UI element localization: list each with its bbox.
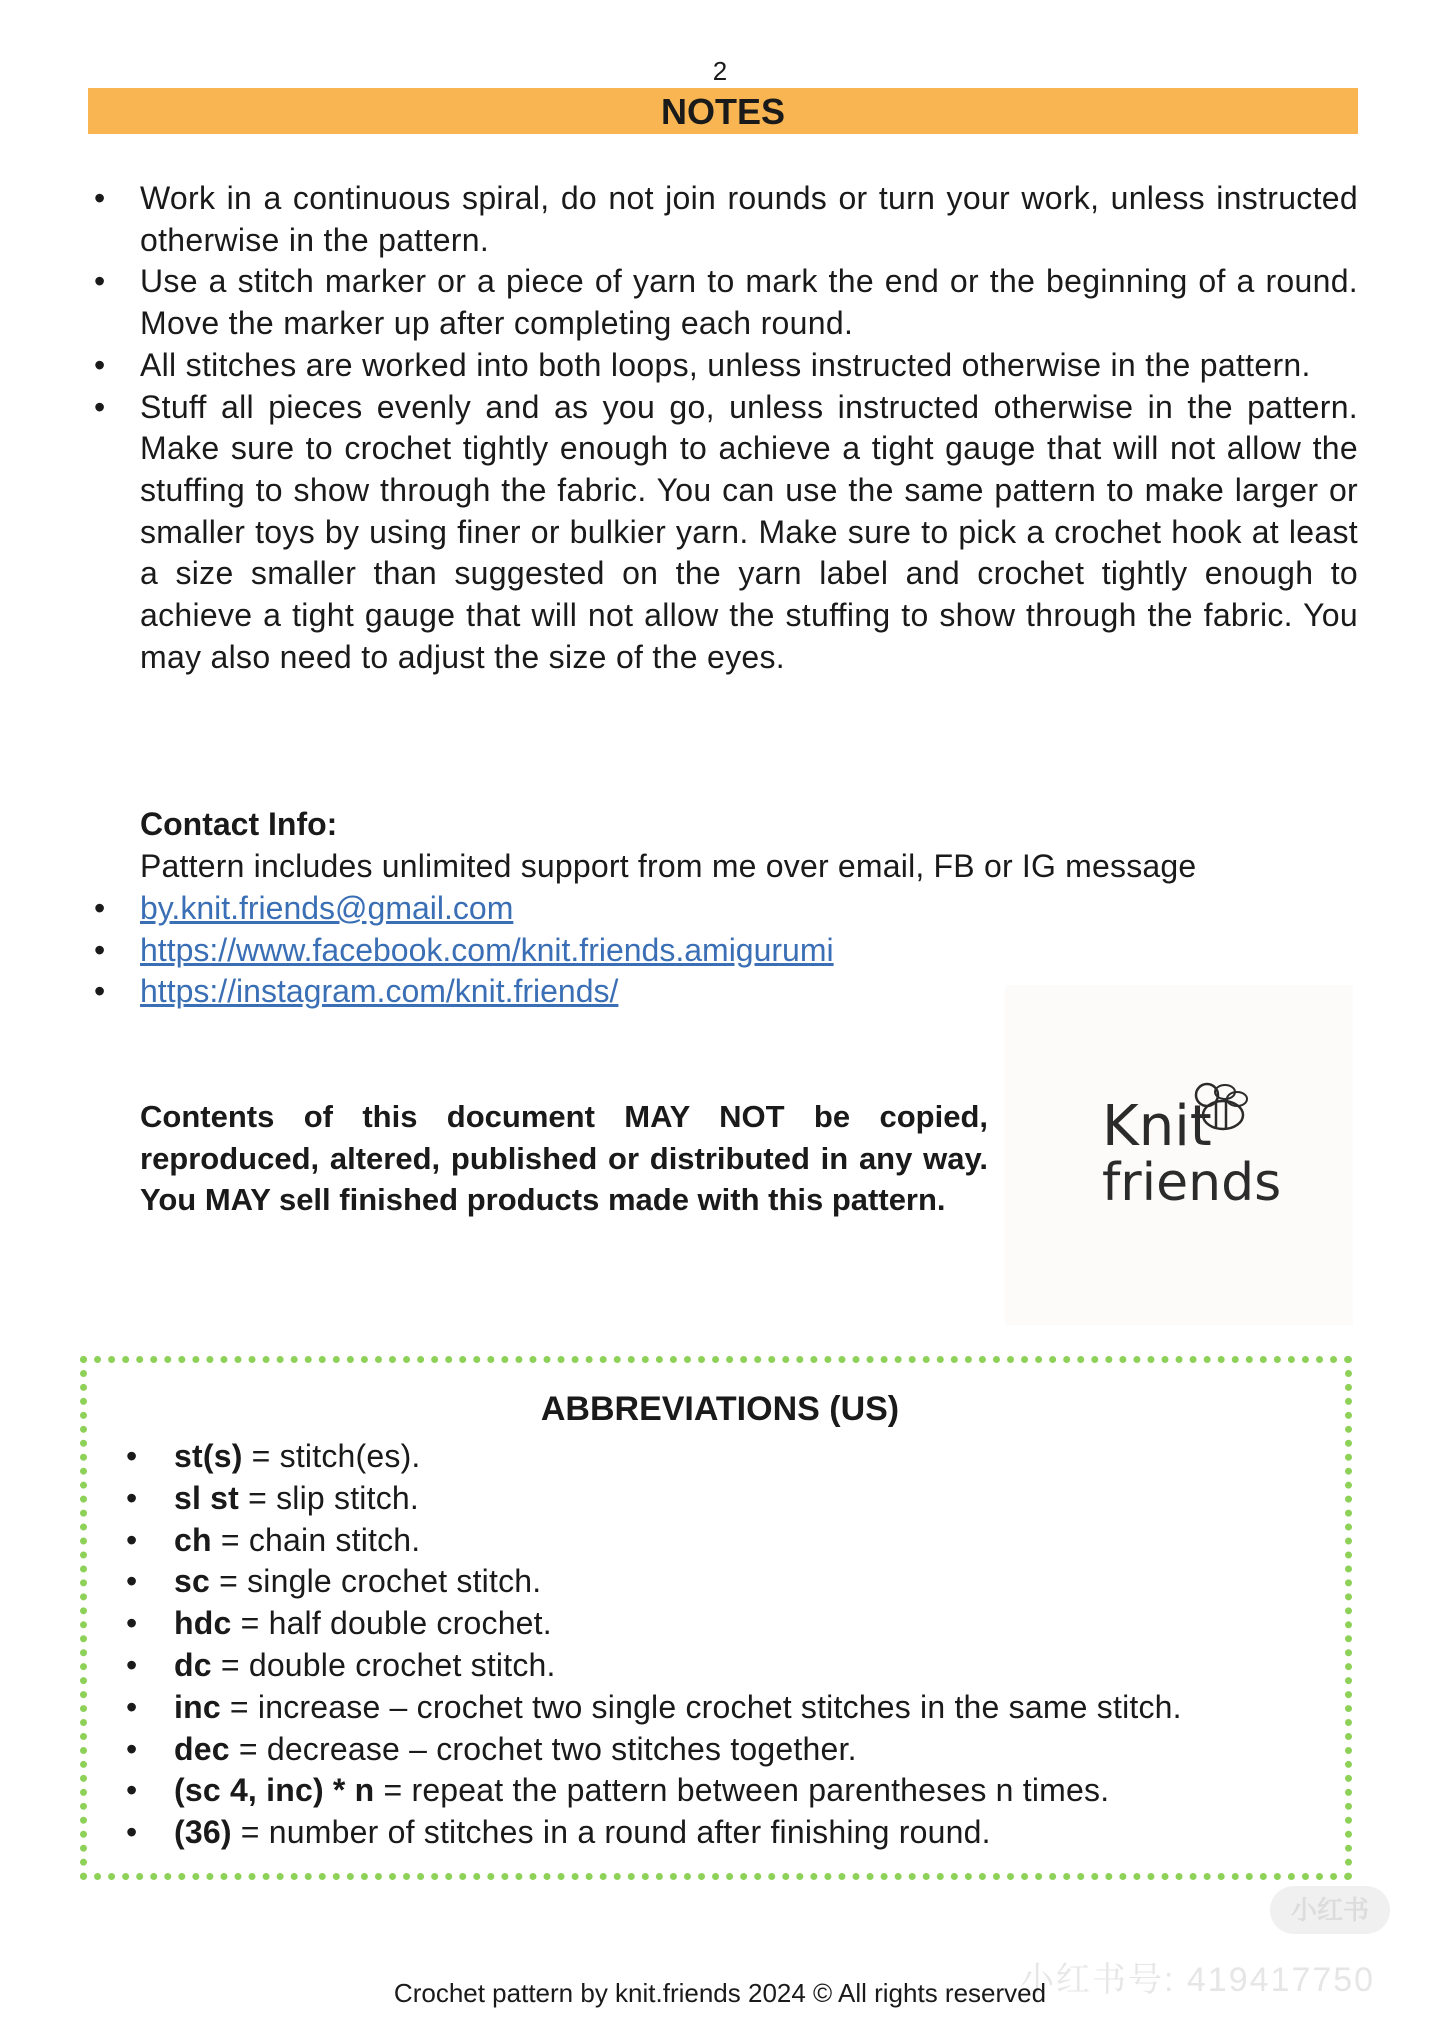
abbreviations-title: ABBREVIATIONS (US): [540, 1390, 900, 1428]
contact-heading: Contact Info:: [140, 806, 338, 842]
watermark-text: 小红书号: 419417750: [1020, 1961, 1376, 1999]
abbreviation-definition: = double crochet stitch.: [211, 1646, 556, 1683]
abbreviation-term: st(s): [174, 1438, 243, 1474]
abbreviation-term: dc: [174, 1646, 212, 1683]
abbreviation-term: inc: [174, 1688, 221, 1725]
page-number: 2: [712, 56, 728, 86]
copyright-notice: Contents of this document MAY NOT be copied, reproduced, altered, published or distributed in any way. You MAY sell finished products made with this pattern.: [140, 1099, 988, 1218]
note-item: • Work in a continuous spiral, do not join rounds or turn your work, unless instructed otherwise in the pattern.: [92, 178, 1358, 261]
abbreviation-definition: = stitch(es).: [242, 1438, 421, 1474]
logo-word-knit: Knit: [1102, 1094, 1212, 1159]
abbreviation-item: [124, 1603, 1182, 1645]
contact-link-item: [92, 930, 834, 972]
abbreviation-definition: = single crochet stitch.: [210, 1563, 542, 1600]
abbreviation-term: sl st: [174, 1479, 240, 1516]
instagram-link[interactable]: https://instagram.com/knit.friends/: [140, 973, 619, 1010]
abbreviation-term: hdc: [174, 1605, 232, 1642]
abbreviation-item: [124, 1812, 1182, 1854]
abbreviation-definition: = increase – crochet two single crochet stitches in the same stitch.: [220, 1688, 1182, 1725]
logo-graphic: [1005, 985, 1353, 1325]
abbreviation-item: [124, 1436, 1182, 1478]
email-link[interactable]: by.knit.friends@gmail.com: [140, 890, 514, 926]
abbreviation-item: [124, 1645, 1182, 1687]
abbreviation-item: [124, 1561, 1182, 1603]
abbreviation-term: (36): [174, 1814, 232, 1851]
abbreviation-term: ch: [174, 1521, 212, 1558]
abbreviation-item: [124, 1770, 1182, 1812]
abbreviation-definition: = chain stitch.: [211, 1521, 421, 1558]
abbreviation-term: sc: [174, 1563, 210, 1600]
contact-intro: Pattern includes unlimited support from me over email, FB or IG message: [140, 848, 1197, 884]
abbreviation-definition: = half double crochet.: [231, 1605, 552, 1642]
abbreviation-item: [124, 1478, 1182, 1520]
note-item: • Use a stitch marker or a piece of yarn to mark the end or the beginning of a round. Move the marker up after completing each round.: [92, 261, 1358, 344]
abbreviation-definition: = slip stitch.: [239, 1479, 419, 1516]
abbreviation-item: [124, 1687, 1182, 1729]
note-item: • Stuff all pieces evenly and as you go, unless instructed otherwise in the pattern. Make sure to crochet tightly enough to achieve a tight gauge that will not allow the stuffing to show through the fabric. You can use the same pattern to make larger or smaller toys by using finer or bulkier yarn. Make sure to pick a crochet hook at least a size smaller than suggested on the yarn label and crochet tightly enough to achieve a tight gauge that will not allow the stuffing to show through the fabric. You may also need to adjust the size of the eyes.: [92, 387, 1358, 679]
abbreviation-definition: = repeat the pattern between parentheses n times.: [374, 1772, 1110, 1809]
abbreviation-term: (sc 4, inc) * n: [174, 1772, 375, 1809]
notes-list: [92, 178, 1358, 678]
note-item: • All stitches are worked into both loops, unless instructed otherwise in the pattern.: [92, 345, 1358, 387]
abbreviation-definition: = decrease – crochet two stitches together.: [229, 1730, 857, 1767]
contact-link-item: [92, 971, 834, 1013]
contact-link-item: [92, 888, 834, 930]
watermark-badge: 小红书: [1270, 1886, 1390, 1934]
footer-text: Crochet pattern by knit.friends 2024 © All rights reserved: [393, 1978, 1047, 2008]
abbreviation-definition: = number of stitches in a round after finishing round.: [231, 1814, 991, 1851]
contact-links: [92, 888, 834, 1013]
logo-word-friends: friends: [1102, 1153, 1282, 1213]
facebook-link[interactable]: https://www.facebook.com/knit.friends.amigurumi: [140, 931, 834, 968]
abbreviation-item: [124, 1520, 1182, 1562]
abbreviations-list: [124, 1436, 1182, 1854]
abbreviation-term: dec: [174, 1730, 230, 1767]
abbreviation-item: [124, 1729, 1182, 1771]
knit-friends-logo: [1005, 985, 1353, 1325]
notes-title: NOTES: [88, 88, 1358, 134]
